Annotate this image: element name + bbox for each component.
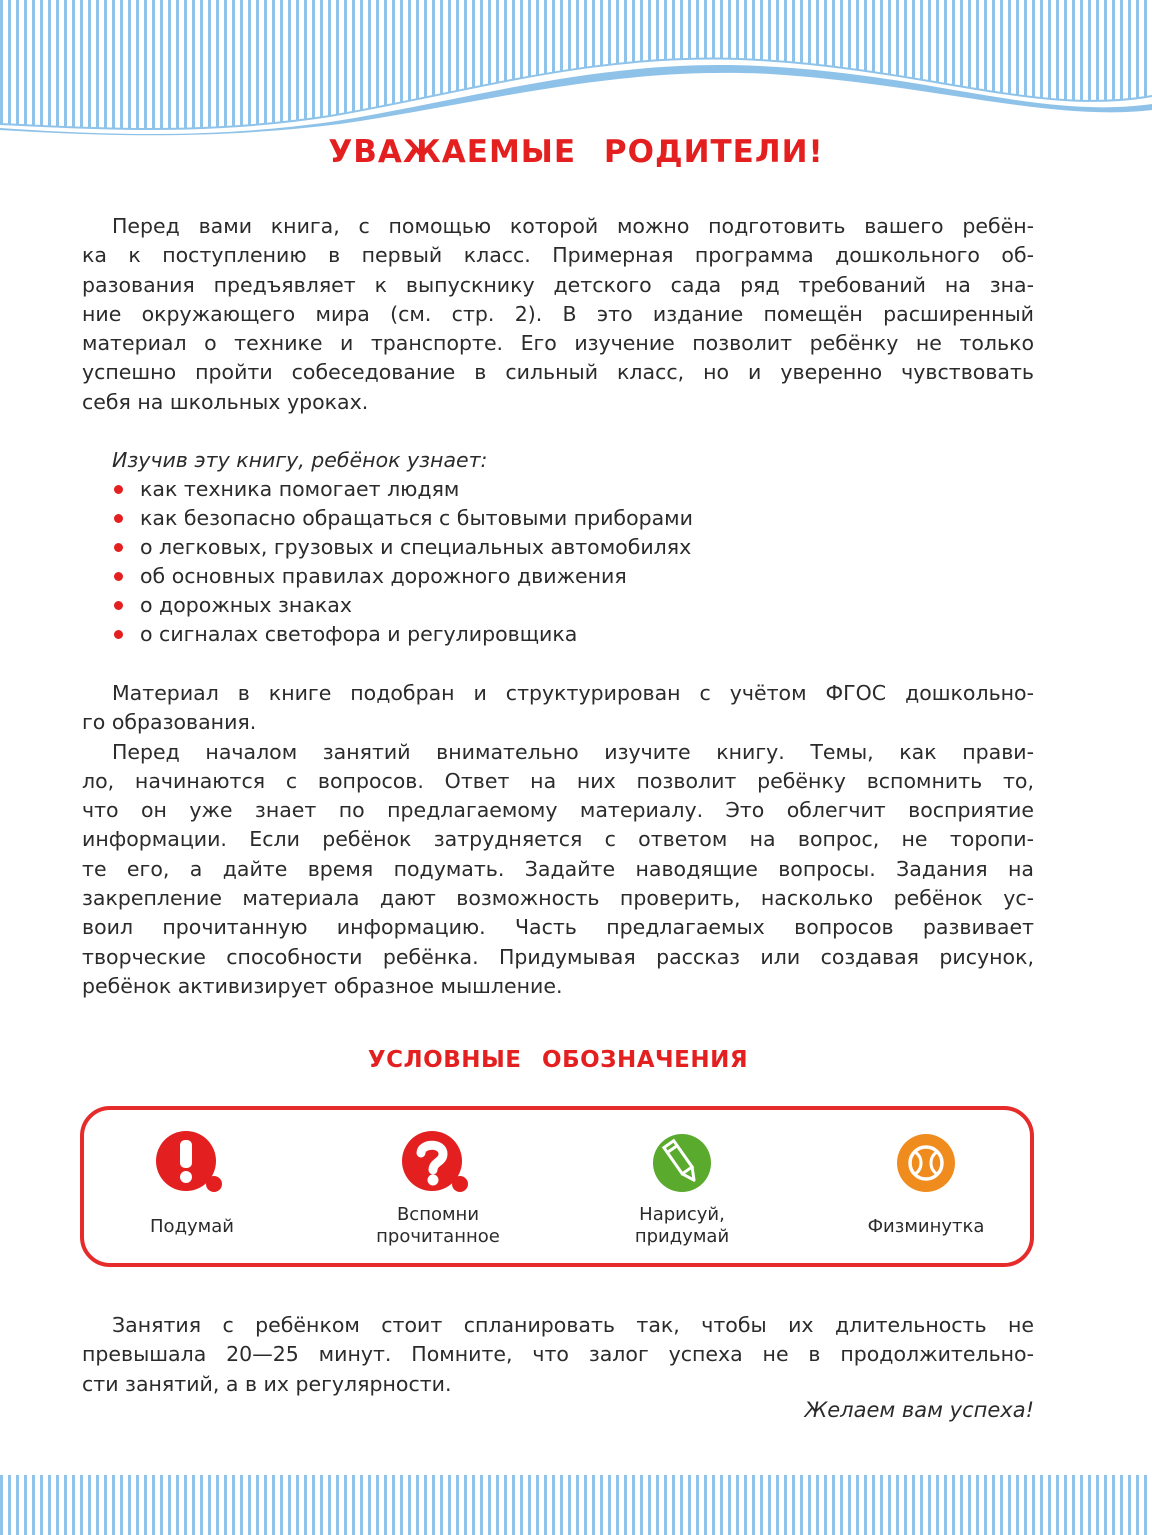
final-paragraph [82,1311,1034,1399]
bullet-dot [114,572,123,581]
text-line: те его, а дайте время подумать. Задайте наводящие вопросы. Задания на [82,856,1034,881]
text-line: себя на школьных уроках. [82,389,369,414]
list-item [82,475,1034,504]
text-line: разования предъявляет к выпускнику детского сада ряд требований на зна- [82,272,1034,297]
text-line: закрепление материала дают возможность проверить, насколько ребёнок ус- [82,886,1034,911]
exclamation-icon [152,1130,232,1200]
text-line: успешно пройти собеседование в сильный класс, но и уверенно чувствовать [82,360,1034,385]
pencil-icon [642,1130,722,1200]
legend-label: Вспомни [396,1204,480,1225]
legend-item-recall [328,1130,548,1248]
list-item [82,504,1034,533]
material-paragraph [82,679,1034,1001]
legend-item-exercise [816,1130,1036,1238]
bullet-dot [114,514,123,523]
text-line: Перед вами книга, с помощью которой можно подготовить вашего ребён- [112,214,1034,238]
legend-label: придумай [634,1226,730,1247]
learn-list [82,475,1034,650]
question-icon [398,1130,478,1200]
text-line: Занятия с ребёнком стоит спланировать так, чтобы их длительность не [112,1313,1034,1337]
bullet-dot [114,485,123,494]
legend-item-think [82,1130,302,1238]
text-line: творческие способности ребёнка. Придумывая рассказ или создавая рисунок, [82,944,1034,969]
text-line: превышала 20—25 минут. Помните, что залог успеха не в продолжительно- [82,1342,1034,1367]
intro-paragraph [82,212,1034,417]
legend-item-draw [572,1130,792,1248]
text-line: что он уже знает по предлагаемому материалу. Это облегчит восприятие [82,798,1034,823]
list-item [82,620,1034,649]
list-item-text: об основных правилах дорожного движения [140,564,627,589]
list-item [82,533,1034,562]
list-item-text: о сигналах светофора и регулировщика [140,622,578,647]
text-line: ние окружающего мира (см. стр. 2). В это издание помещён расширенный [82,301,1034,326]
list-item-text: как безопасно обращаться с бытовыми приборами [140,506,693,531]
text-line: сти занятий, а в их регулярности. [82,1371,452,1396]
text-line: го образования. [82,710,257,735]
text-line: Перед началом занятий внимательно изучите книгу. Темы, как прави- [112,739,1034,764]
text-line: ло, начинаются с вопросов. Ответ на них позволит ребёнку вспомнить то, [82,768,1034,793]
legend-label: прочитанное [376,1226,500,1247]
text-line: информации. Если ребёнок затрудняется с ответом на вопрос, не торопи- [82,827,1034,852]
list-item [82,591,1034,620]
list-item-text: о легковых, грузовых и специальных автомобилях [140,535,692,560]
legend-label: Нарисуй, [639,1204,725,1225]
page-title: УВАЖАЕМЫЕ РОДИТЕЛИ! [328,134,824,170]
bullet-dot [114,630,123,639]
legend-box [80,1106,1034,1267]
closing-wish: Желаем вам успеха! [804,1398,1034,1422]
bullet-dot [114,601,123,610]
learn-heading: Изучив эту книгу, ребёнок узнает: [112,448,488,472]
list-item [82,562,1034,591]
text-line: Материал в книге подобран и структурирован с учётом ФГОС дошкольно- [112,681,1034,705]
ball-icon [886,1130,966,1200]
list-item-text: как техника помогает людям [140,477,460,501]
learn-heading-block [82,446,1034,475]
bottom-stripe-band [0,1475,1152,1535]
text-line: ребёнок активизирует образное мышление. [82,973,563,998]
list-item-text: о дорожных знаках [140,593,352,618]
legend-label: Подумай [150,1216,234,1237]
text-line: воил прочитанную информацию. Часть предлагаемых вопросов развивает [82,915,1034,940]
bullet-dot [114,543,123,552]
legend-label: Физминутка [867,1216,985,1237]
text-line: материал о технике и транспорте. Его изучение позволит ребёнку не только [82,331,1034,356]
text-line: ка к поступлению в первый класс. Примерная программа дошкольного об- [82,243,1034,268]
legend-title: УСЛОВНЫЕ ОБОЗНАЧЕНИЯ [367,1047,749,1073]
